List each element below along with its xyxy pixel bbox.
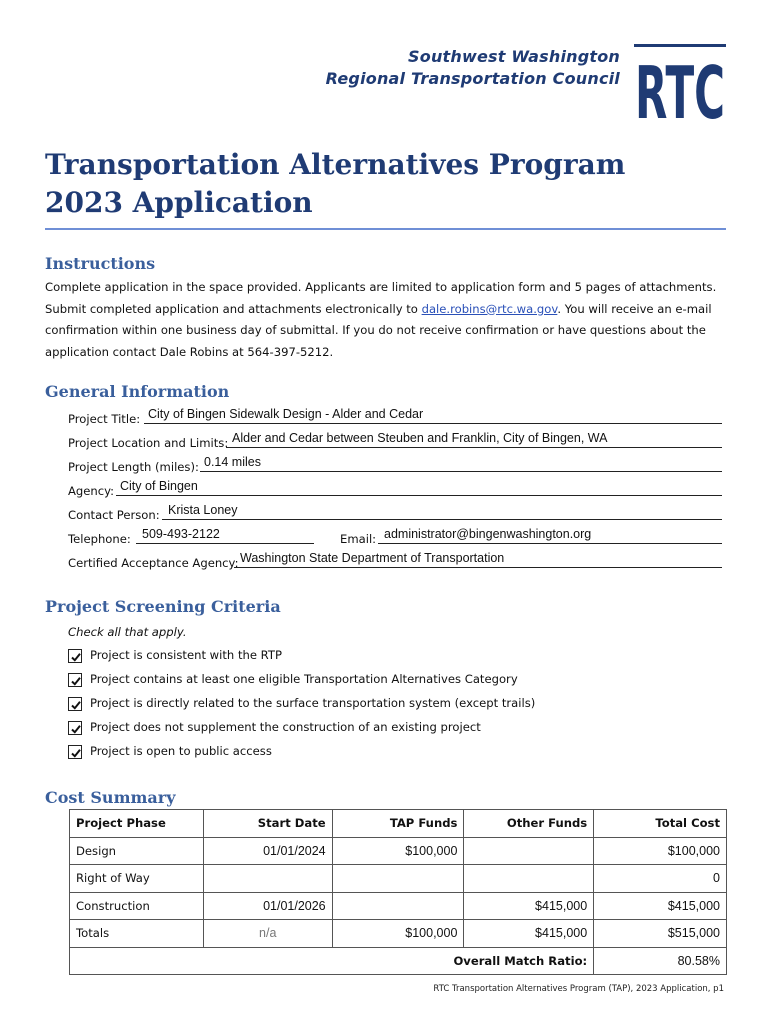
table-row (70, 865, 727, 893)
checkbox[interactable] (68, 721, 82, 735)
email-value[interactable]: administrator@bingenwashington.org (384, 527, 592, 541)
contact-person-line[interactable] (162, 500, 722, 520)
table-row (70, 837, 727, 865)
project-title-field (68, 404, 728, 426)
screening-item-label: Project is directly related to the surface transportation system (except trails) (90, 696, 536, 710)
start-date-cell[interactable]: 01/01/2024 (203, 837, 332, 865)
col-header: Other Funds (464, 810, 594, 838)
telephone-value[interactable]: 509-493-2122 (142, 527, 220, 541)
instructions-heading: Instructions (45, 254, 156, 273)
org-name (326, 46, 620, 90)
tap-funds-cell[interactable]: $100,000 (332, 837, 464, 865)
project-title-value[interactable]: City of Bingen Sidewalk Design - Alder and Cedar (148, 407, 424, 421)
instructions-text-before: Complete application in the space provided. Applicants are limited to application form and 5 pages of attachments. Submit completed application and attachments electronically to (45, 280, 717, 316)
page-title-line1: Transportation Alternatives Program (45, 148, 626, 181)
total-cost-cell: $515,000 (594, 920, 727, 948)
agency-value[interactable]: City of Bingen (120, 479, 198, 493)
email-label: Email: (340, 532, 377, 546)
project-length-field (68, 452, 728, 474)
cost-table (69, 809, 727, 975)
instructions-text-after: . You will receive an e-mail confirmation within one business day of submittal. If you do not receive confirmation or have questions about the application contact Dale Robins at 564-397-5212. (45, 301, 712, 359)
screening-item-label: Project is consistent with the RTP (90, 648, 282, 662)
agency-label: Agency: (68, 484, 115, 498)
checkmark-icon (70, 699, 82, 711)
contact-person-field (68, 500, 728, 522)
other-funds-cell: $415,000 (464, 920, 594, 948)
telephone-field (68, 524, 728, 546)
match-ratio-row (70, 947, 727, 975)
phase-cell: Construction (70, 892, 204, 920)
page-title (45, 146, 725, 222)
match-ratio-label: Overall Match Ratio: (70, 947, 594, 975)
contact-person-value[interactable]: Krista Loney (168, 503, 238, 517)
telephone-label: Telephone: (68, 532, 131, 546)
agency-line[interactable] (116, 476, 722, 496)
org-name-line1: Southwest Washington (408, 47, 620, 66)
col-header: TAP Funds (332, 810, 464, 838)
start-date-cell[interactable] (203, 865, 332, 893)
checkmark-icon (70, 747, 82, 759)
other-funds-cell[interactable] (464, 837, 594, 865)
phase-cell: Totals (70, 920, 204, 948)
tap-funds-cell[interactable] (332, 892, 464, 920)
total-cost-cell: $415,000 (594, 892, 727, 920)
instructions-text (45, 277, 735, 363)
screening-heading: Project Screening Criteria (45, 597, 281, 616)
screening-item-label: Project does not supplement the construction of an existing project (90, 720, 481, 734)
screening-item-label: Project contains at least one eligible Transportation Alternatives Category (90, 672, 518, 686)
project-title-label: Project Title: (68, 412, 141, 426)
caa-field (68, 548, 728, 570)
col-header: Project Phase (70, 810, 204, 838)
start-date-cell: n/a (203, 920, 332, 948)
cost-summary-heading: Cost Summary (45, 788, 176, 807)
table-header-row (70, 810, 727, 838)
col-header: Total Cost (594, 810, 727, 838)
caa-value[interactable]: Washington State Department of Transportation (240, 551, 505, 565)
table-row (70, 920, 727, 948)
checkbox[interactable] (68, 745, 82, 759)
project-location-field (68, 428, 728, 450)
title-divider (45, 228, 726, 230)
contact-email-link[interactable]: dale.robins@rtc.wa.gov (421, 301, 558, 316)
screening-intro: Check all that apply. (68, 625, 187, 639)
contact-person-label: Contact Person: (68, 508, 160, 522)
logo-text: RTC (635, 51, 725, 120)
checkmark-icon (70, 651, 82, 663)
total-cost-cell: $100,000 (594, 837, 727, 865)
tap-funds-cell[interactable] (332, 865, 464, 893)
checkmark-icon (70, 723, 82, 735)
general-info-heading: General Information (45, 382, 230, 401)
checkbox[interactable] (68, 697, 82, 711)
rtc-logo (634, 44, 726, 120)
tap-funds-cell: $100,000 (332, 920, 464, 948)
screening-item-label: Project is open to public access (90, 744, 272, 758)
project-location-label: Project Location and Limits: (68, 436, 229, 450)
phase-cell: Design (70, 837, 204, 865)
match-ratio-value: 80.58% (594, 947, 727, 975)
project-length-value[interactable]: 0.14 miles (204, 455, 261, 469)
start-date-cell[interactable]: 01/01/2026 (203, 892, 332, 920)
caa-label: Certified Acceptance Agency: (68, 556, 239, 570)
total-cost-cell: 0 (594, 865, 727, 893)
project-location-value[interactable]: Alder and Cedar between Steuben and Franklin, City of Bingen, WA (232, 431, 608, 445)
phase-cell: Right of Way (70, 865, 204, 893)
other-funds-cell[interactable] (464, 865, 594, 893)
page-title-line2: 2023 Application (45, 186, 313, 219)
checkmark-icon (70, 675, 82, 687)
checkbox[interactable] (68, 649, 82, 663)
header (0, 44, 770, 124)
org-name-line2: Regional Transportation Council (325, 69, 620, 88)
other-funds-cell[interactable]: $415,000 (464, 892, 594, 920)
project-length-line[interactable] (200, 452, 722, 472)
project-length-label: Project Length (miles): (68, 460, 199, 474)
page-footer: RTC Transportation Alternatives Program (TAP), 2023 Application, p1 (433, 984, 724, 994)
agency-field (68, 476, 728, 498)
col-header: Start Date (203, 810, 332, 838)
checkbox[interactable] (68, 673, 82, 687)
table-row (70, 892, 727, 920)
